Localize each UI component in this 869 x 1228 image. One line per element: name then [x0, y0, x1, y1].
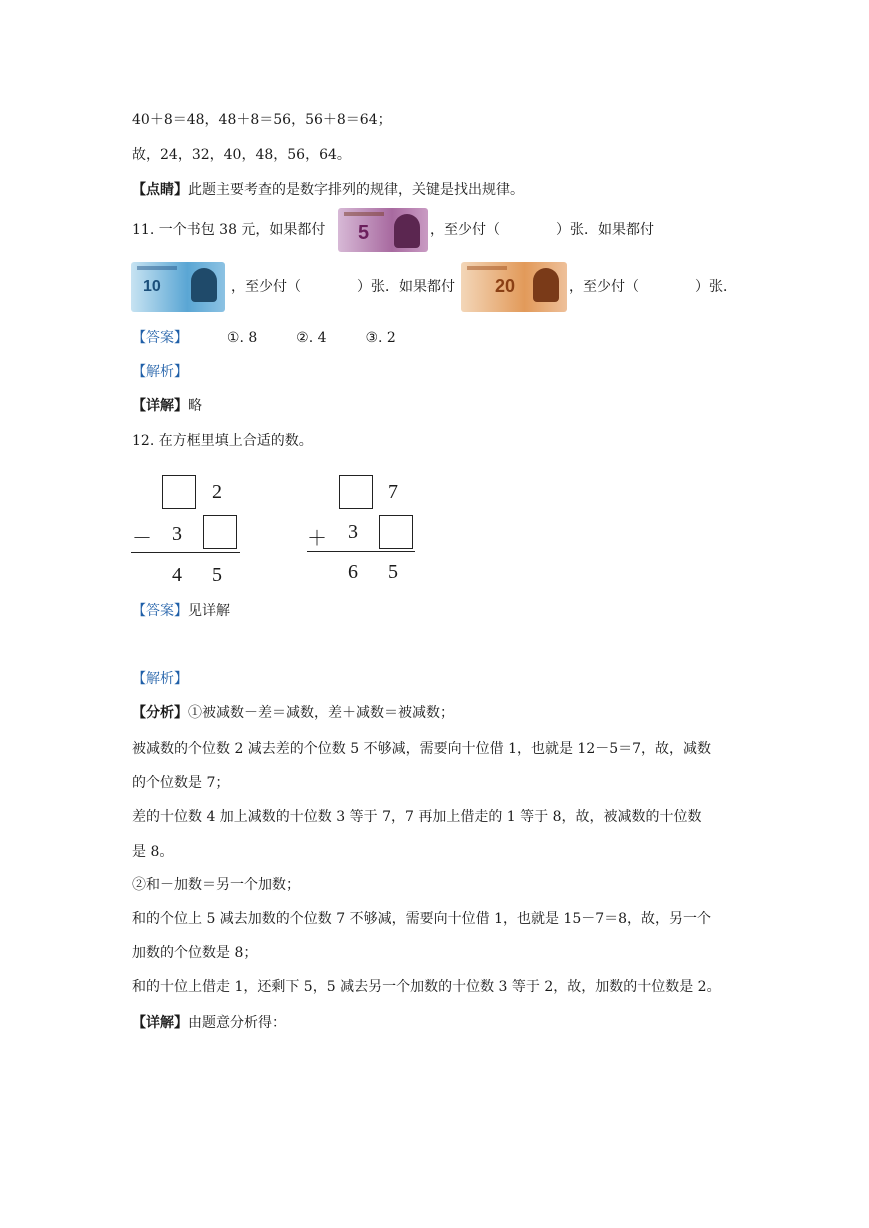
sub-mid-tens: 3 [172, 523, 182, 545]
twenty-yuan-value: 20 [495, 276, 516, 296]
answer-box-add-ones[interactable] [379, 515, 413, 549]
ten-yuan-note-icon [131, 262, 225, 312]
answer-item-2: ②. 4 [296, 330, 327, 346]
calc-line-2: 故，24，32，40，48，56，64。 [132, 147, 351, 163]
q12-text: 12. 在方框里填上合适的数。 [132, 433, 313, 449]
xiangjie-tag: 【详解】 [132, 398, 188, 414]
ten-yuan-value: 10 [143, 278, 161, 295]
sub-res-ones: 5 [212, 564, 222, 586]
add-top-ones: 7 [388, 481, 398, 503]
answer-box-add-tens[interactable] [339, 475, 373, 509]
answer-text-12: 见详解 [188, 603, 230, 619]
q11-text-c: ，至少付（ ）张．如果都付 [231, 279, 455, 295]
analysis-p3: 差的十位数 4 加上减数的十位数 3 等于 7，7 再加上借走的 1 等于 8，故，被减数的十位数 [132, 809, 702, 825]
sub-res-tens: 4 [172, 564, 182, 586]
minus-sign: － [132, 528, 152, 550]
analysis-p5: ②和－加数＝另一个加数； [132, 877, 300, 893]
answer-item-3: ③. 2 [365, 330, 396, 346]
analysis-p7: 加数的个位数是 8； [132, 945, 258, 961]
q11-text-b: ，至少付（ ）张．如果都付 [430, 222, 654, 238]
five-yuan-note-icon [338, 208, 428, 252]
xiangjie-line [132, 396, 202, 416]
add-divider [307, 551, 415, 552]
analysis-p1: 被减数的个位数 2 减去差的个位数 5 不够减，需要向十位借 1，也就是 12－5＝7，故，减数 [132, 741, 712, 757]
jiexi-tag [132, 362, 188, 382]
answer-tag-12: 【答案】 [132, 603, 188, 619]
answer-box-sub-ones[interactable] [203, 515, 237, 549]
calc-line-1: 40＋8＝48，48＋8＝56，56＋8＝64； [132, 112, 392, 128]
analysis-p6: 和的个位上 5 减去加数的个位数 7 不够减，需要向十位借 1，也就是 15－7＝8，故，另一个 [132, 911, 712, 927]
answer-box-sub-tens[interactable] [162, 475, 196, 509]
fenxi-line [132, 703, 454, 723]
xiangjie-text: 略 [188, 398, 202, 414]
jiexi-tag-2-text: 【解析】 [132, 671, 188, 687]
add-res-ones: 5 [388, 561, 398, 583]
q11-text-a: 11. 一个书包 38 元，如果都付 [132, 222, 326, 238]
q12-answer-line [132, 601, 230, 621]
dianjing-line [132, 180, 524, 200]
jiexi-tag-text: 【解析】 [132, 364, 188, 380]
analysis-p2: 的个位数是 7； [132, 775, 230, 791]
plus-sign: ＋ [307, 528, 327, 550]
dianjing-text: 此题主要考查的是数字排列的规律，关键是找出规律。 [188, 182, 524, 198]
xiangjie2-text: 由题意分析得： [188, 1015, 286, 1031]
sub-top-ones: 2 [212, 481, 222, 503]
twenty-yuan-note-icon [461, 262, 567, 312]
add-res-tens: 6 [348, 561, 358, 583]
q11-text-d: ，至少付（ ）张． [569, 279, 737, 295]
fenxi-tag: 【分析】 [132, 705, 188, 721]
dianjing-tag: 【点睛】 [132, 182, 188, 198]
xiangjie2-line [132, 1013, 286, 1033]
analysis-p4: 是 8。 [132, 844, 174, 860]
answer-tag: 【答案】 [132, 330, 188, 346]
q11-answer-line [132, 328, 396, 348]
fenxi-text: ①被减数－差＝减数，差＋减数＝被减数； [188, 705, 454, 721]
add-mid-tens: 3 [348, 521, 358, 543]
answer-item-1: ①. 8 [226, 330, 258, 346]
xiangjie2-tag: 【详解】 [132, 1015, 188, 1031]
sub-divider [131, 552, 240, 553]
analysis-p8: 和的十位上借走 1，还剩下 5，5 减去另一个加数的十位数 3 等于 2，故，加数的十位数是 2。 [132, 979, 721, 995]
jiexi-tag-2 [132, 669, 188, 689]
five-yuan-value: 5 [358, 222, 370, 244]
